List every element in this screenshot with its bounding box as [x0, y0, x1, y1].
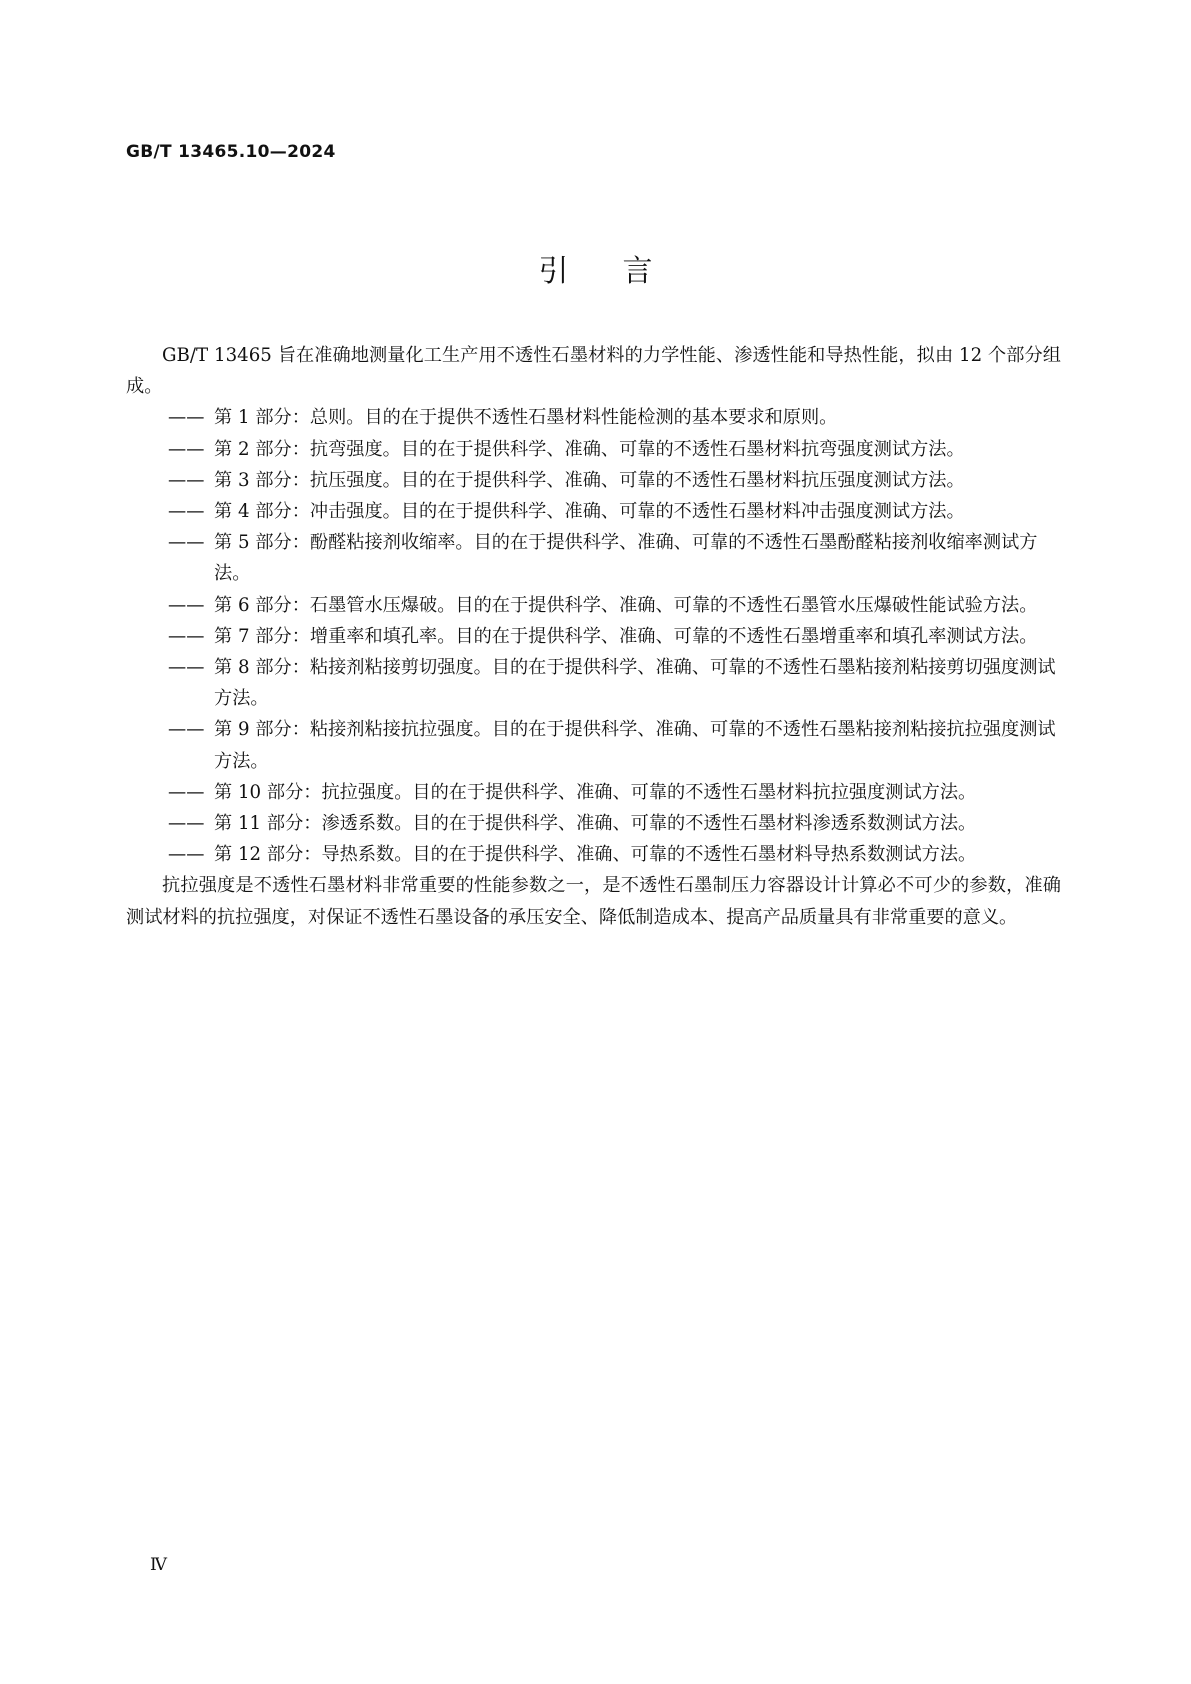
dash-marker: ——: [168, 657, 205, 679]
list-item: [126, 527, 1061, 589]
parts-list: [126, 402, 1061, 870]
conclusion-paragraph: 抗拉强度是不透性石墨材料非常重要的性能参数之一，是不透性石墨制压力容器设计计算必不可少的参数，准确测试材料的抗拉强度，对保证不透性石墨设备的承压安全、降低制造成本、提高产品质量具有非常重要的意义。: [126, 875, 1061, 928]
list-item-text: 第 2 部分：抗弯强度。目的在于提供科学、准确、可靠的不透性石墨材料抗弯强度测试方法。: [214, 438, 965, 460]
list-item: [126, 496, 1061, 527]
list-item-text: 第 4 部分：冲击强度。目的在于提供科学、准确、可靠的不透性石墨材料冲击强度测试方法。: [214, 501, 965, 523]
section-title: 引言: [538, 254, 707, 289]
list-item-text: 第 3 部分：抗压强度。目的在于提供科学、准确、可靠的不透性石墨材料抗压强度测试方法。: [214, 469, 965, 491]
list-item: [126, 402, 1061, 433]
standard-identifier: GB/T 13465.10—2024: [126, 142, 336, 162]
dash-marker: ——: [168, 469, 205, 491]
list-item: [126, 465, 1061, 496]
list-item: [126, 590, 1061, 621]
list-item: [126, 652, 1061, 714]
list-item-text: 第 1 部分：总则。目的在于提供不透性石墨材料性能检测的基本要求和原则。: [214, 407, 838, 429]
intro-paragraph: GB/T 13465 旨在准确地测量化工生产用不透性石墨材料的力学性能、渗透性能和导热性能，拟由 12 个部分组成。: [126, 345, 1061, 398]
list-item-text: 第 5 部分：酚醛粘接剂收缩率。目的在于提供科学、准确、可靠的不透性石墨酚醛粘接剂收缩率测试方法。: [214, 532, 1038, 585]
list-item: [126, 714, 1061, 776]
dash-marker: ——: [168, 625, 205, 647]
dash-marker: ——: [168, 719, 205, 741]
list-item: [126, 434, 1061, 465]
list-item-text: 第 10 部分：抗拉强度。目的在于提供科学、准确、可靠的不透性石墨材料抗拉强度测试方法。: [214, 781, 977, 803]
list-item: [126, 839, 1061, 870]
list-item-text: 第 8 部分：粘接剂粘接剪切强度。目的在于提供科学、准确、可靠的不透性石墨粘接剂粘接剪切强度测试方法。: [214, 657, 1056, 710]
list-item-text: 第 9 部分：粘接剂粘接抗拉强度。目的在于提供科学、准确、可靠的不透性石墨粘接剂粘接抗拉强度测试方法。: [214, 719, 1056, 772]
list-item: [126, 621, 1061, 652]
page-number: Ⅳ: [150, 1555, 167, 1575]
dash-marker: ——: [168, 532, 205, 554]
dash-marker: ——: [168, 781, 205, 803]
list-item-text: 第 11 部分：渗透系数。目的在于提供科学、准确、可靠的不透性石墨材料渗透系数测试方法。: [214, 813, 977, 835]
dash-marker: ——: [168, 813, 205, 835]
introduction-body: [126, 340, 1061, 933]
dash-marker: ——: [168, 501, 205, 523]
list-item-text: 第 7 部分：增重率和填孔率。目的在于提供科学、准确、可靠的不透性石墨增重率和填孔率测试方法。: [214, 625, 1038, 647]
list-item-text: 第 12 部分：导热系数。目的在于提供科学、准确、可靠的不透性石墨材料导热系数测试方法。: [214, 844, 977, 866]
dash-marker: ——: [168, 594, 205, 616]
list-item: [126, 808, 1061, 839]
dash-marker: ——: [168, 438, 205, 460]
list-item: [126, 777, 1061, 808]
dash-marker: ——: [168, 844, 205, 866]
list-item-text: 第 6 部分：石墨管水压爆破。目的在于提供科学、准确、可靠的不透性石墨管水压爆破性能试验方法。: [214, 594, 1038, 616]
dash-marker: ——: [168, 407, 205, 429]
